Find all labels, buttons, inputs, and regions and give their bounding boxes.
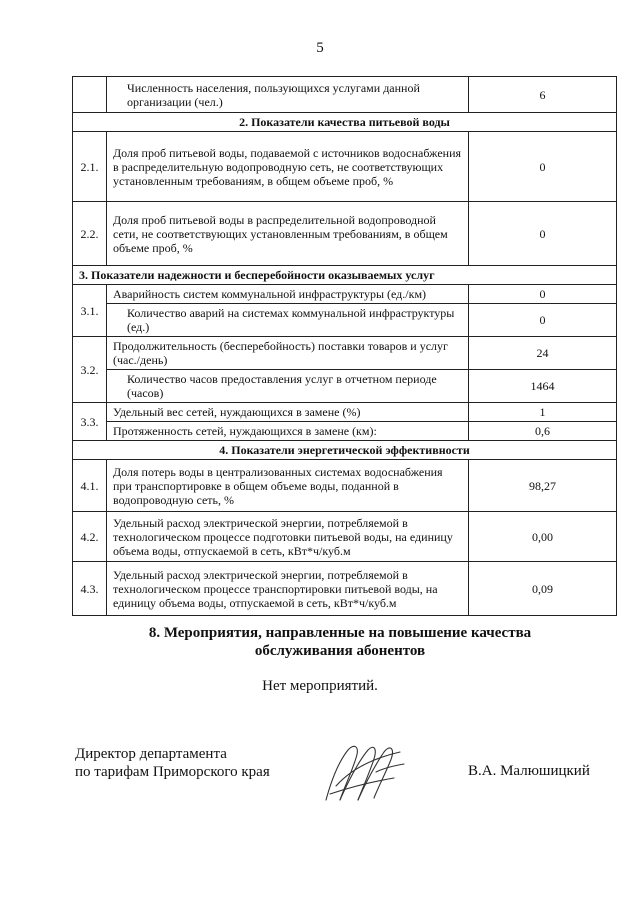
- section-title: 3. Показатели надежности и бесперебойности оказываемых услуг: [73, 266, 617, 285]
- row-number: 3.2.: [73, 337, 107, 403]
- table-row: [73, 285, 617, 304]
- section-row: [73, 441, 617, 460]
- table-row: [73, 562, 617, 616]
- section-row: [73, 113, 617, 132]
- row-number: 3.1.: [73, 285, 107, 337]
- row-value: 0,00: [469, 512, 617, 562]
- signer-name: В.А. Малюшицкий: [468, 763, 590, 779]
- director-position: [75, 745, 270, 781]
- row-number: 2.1.: [73, 132, 107, 202]
- row-value: 0: [469, 285, 617, 304]
- heading-line-2: обслуживания абонентов: [254, 643, 426, 659]
- section-row: [73, 266, 617, 285]
- table-row: [73, 403, 617, 422]
- position-line-2: по тарифам Приморского края: [75, 764, 270, 780]
- table-row: [73, 77, 617, 113]
- row-description: Количество часов предоставления услуг в отчетном периоде (часов): [107, 370, 469, 403]
- row-description: Доля проб питьевой воды в распределительной водопроводной сети, не соответствующих установленным требованиям, в общем объеме проб, %: [107, 202, 469, 266]
- table-row: [73, 304, 617, 337]
- indicators-table: [72, 76, 617, 616]
- row-number: 4.2.: [73, 512, 107, 562]
- heading-line-1: 8. Мероприятия, направленные на повышение качества: [148, 625, 532, 641]
- row-value: 6: [469, 77, 617, 113]
- section-title: 4. Показатели энергетической эффективности: [73, 441, 617, 460]
- table-row: [73, 422, 617, 441]
- row-description: Удельный расход электрической энергии, потребляемой в технологическом процессе подготовки питьевой воды, на единицу объема воды, отпускаемой в сеть, кВт*ч/куб.м: [107, 512, 469, 562]
- row-value: 1464: [469, 370, 617, 403]
- handwritten-signature: [318, 738, 408, 808]
- row-description: Доля потерь воды в централизованных системах водоснабжения при транспортировке в общем объеме воды, поданной в водопроводную сеть, %: [107, 460, 469, 512]
- page-number: 5: [316, 40, 324, 56]
- row-number: [73, 77, 107, 113]
- table-row: [73, 512, 617, 562]
- position-line-1: Директор департамента: [75, 746, 227, 762]
- row-value: 0,6: [469, 422, 617, 441]
- table-row: [73, 460, 617, 512]
- row-description: Продолжительность (бесперебойность) поставки товаров и услуг (час./день): [107, 337, 469, 370]
- row-description: Аварийность систем коммунальной инфраструктуры (ед./км): [107, 285, 469, 304]
- row-value: 0: [469, 202, 617, 266]
- row-description: Удельный вес сетей, нуждающихся в замене (%): [107, 403, 469, 422]
- table-row: [73, 337, 617, 370]
- row-value: 24: [469, 337, 617, 370]
- row-description: Количество аварий на системах коммунальной инфраструктуры (ед.): [107, 304, 469, 337]
- row-value: 0: [469, 304, 617, 337]
- table-row: [73, 132, 617, 202]
- row-value: 1: [469, 403, 617, 422]
- row-description: Доля проб питьевой воды, подаваемой с источников водоснабжения в распределительную водопроводную сеть, не соответствующих установленным требованиям, в общем объеме проб, %: [107, 132, 469, 202]
- section-title: 2. Показатели качества питьевой воды: [73, 113, 617, 132]
- row-value: 0,09: [469, 562, 617, 616]
- table-row: [73, 370, 617, 403]
- row-number: 2.2.: [73, 202, 107, 266]
- row-description: Удельный расход электрической энергии, потребляемой в технологическом процессе транспортировки питьевой воды, на единицу объема воды, отпускаемой в сеть, кВт*ч/куб.м: [107, 562, 469, 616]
- row-number: 4.3.: [73, 562, 107, 616]
- table-row: [73, 202, 617, 266]
- row-value: 98,27: [469, 460, 617, 512]
- row-value: 0: [469, 132, 617, 202]
- row-number: 4.1.: [73, 460, 107, 512]
- row-number: 3.3.: [73, 403, 107, 441]
- row-description: Численность населения, пользующихся услугами данной организации (чел.): [107, 77, 469, 113]
- section-8-heading: [80, 624, 600, 660]
- no-measures-text: Нет мероприятий.: [262, 678, 378, 694]
- row-description: Протяженность сетей, нуждающихся в замене (км):: [107, 422, 469, 441]
